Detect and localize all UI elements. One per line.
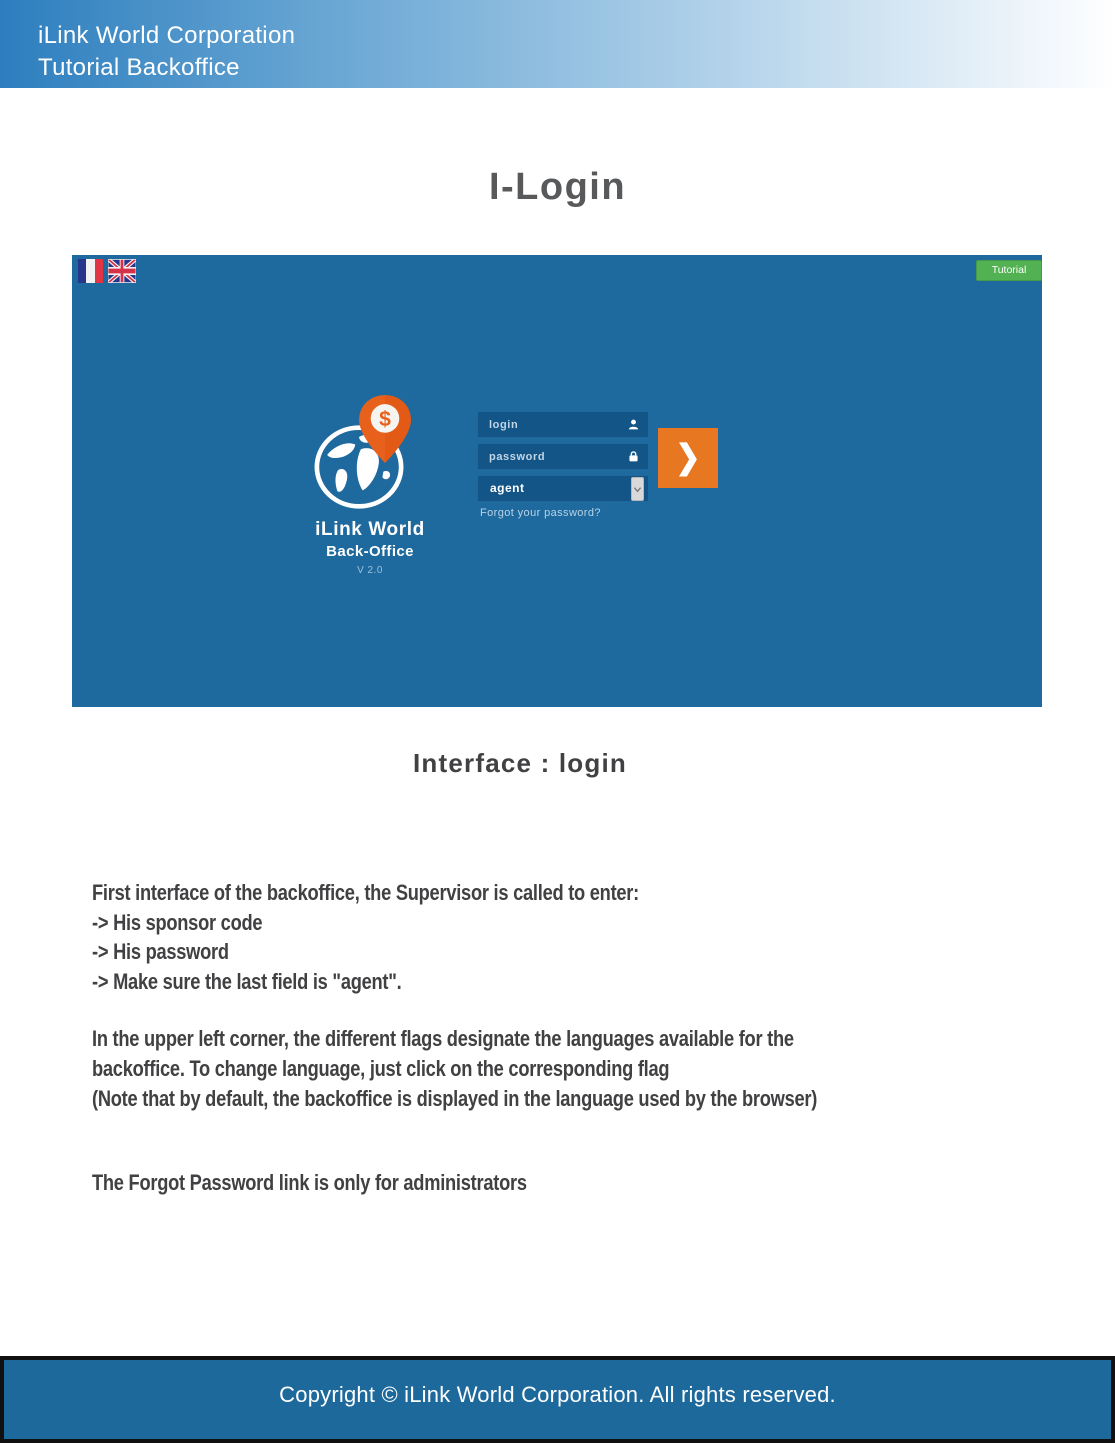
logo-text-block: [238, 519, 502, 576]
chevron-right-icon: ❯: [675, 439, 701, 476]
screenshot-caption: Interface : login: [413, 748, 627, 778]
submit-button[interactable]: [658, 428, 718, 488]
header-text-block: [38, 20, 295, 84]
document-footer: [0, 1356, 1115, 1443]
para1-line4: -> Make sure the last field is "agent".: [92, 968, 402, 994]
copyright-text: Copyright © iLink World Corporation. All rights reserved.: [279, 1382, 836, 1407]
password-input[interactable]: [478, 444, 648, 469]
dollar-symbol: $: [379, 407, 391, 431]
logo-version: V 2.0: [357, 565, 383, 576]
paragraph-instructions: [92, 878, 1071, 996]
logo-product: Back-Office: [326, 543, 414, 560]
tutorial-button[interactable]: Tutorial: [976, 260, 1042, 281]
british-flag-button[interactable]: [108, 259, 136, 283]
para1-line2: -> His sponsor code: [92, 909, 263, 935]
login-input[interactable]: [478, 412, 648, 437]
fr-flag-white-band: [86, 259, 94, 283]
login-screenshot: [72, 255, 1042, 707]
role-select-dropdown-button[interactable]: [631, 477, 644, 501]
para2-line2: backoffice. To change language, just click on the corresponding flag: [92, 1056, 670, 1081]
role-select[interactable]: agent: [478, 476, 648, 501]
uk-flag-icon: [108, 259, 136, 283]
fr-flag-blue-band: [78, 259, 86, 283]
logo-brand: iLink World: [315, 519, 425, 540]
paragraph-forgot-password-note: The Forgot Password link is only for administrators: [92, 1170, 527, 1195]
location-pin-icon: [353, 393, 417, 465]
french-flag-button[interactable]: [78, 259, 103, 283]
para2-line3: (Note that by default, the backoffice is displayed in the language used by the browser): [92, 1086, 818, 1111]
page-title: I-Login: [488, 166, 627, 208]
header-line-subtitle: Tutorial Backoffice: [38, 54, 240, 81]
paragraph-languages: [92, 1024, 1071, 1114]
para2-line1: In the upper left corner, the different flags designate the languages available for the: [92, 1026, 794, 1051]
fr-flag-red-band: [95, 259, 103, 283]
para1-line1: First interface of the backoffice, the Supervisor is called to enter:: [92, 880, 640, 905]
header-line-company: iLink World Corporation: [38, 22, 296, 49]
para1-line3: -> His password: [92, 939, 229, 964]
document-header: [0, 0, 1115, 88]
forgot-password-link[interactable]: Forgot your password?: [480, 507, 601, 519]
chevron-down-icon: [633, 485, 642, 494]
